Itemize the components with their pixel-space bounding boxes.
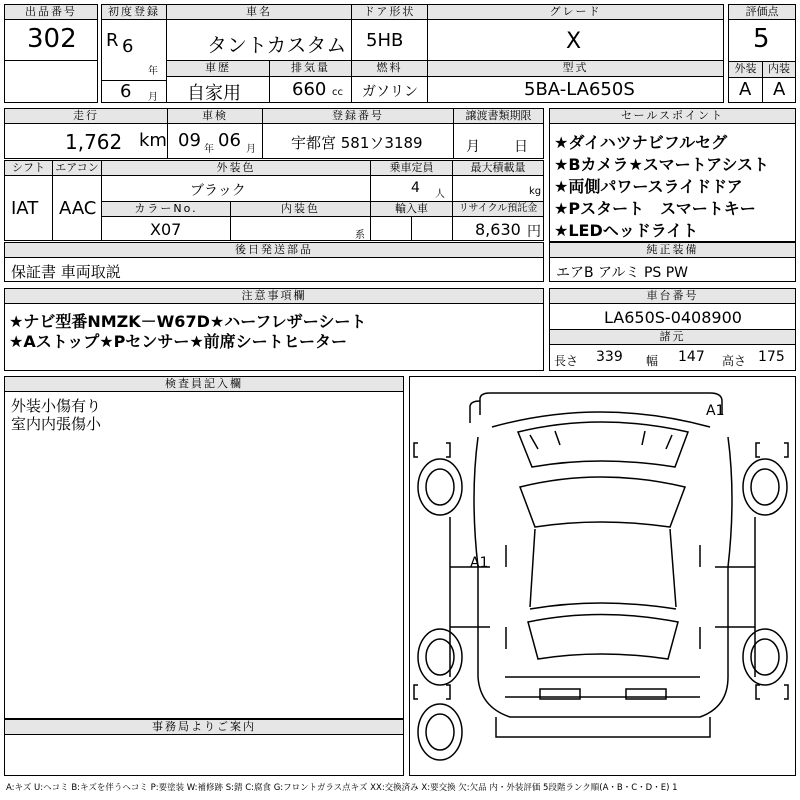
inspection-month-unit: 月 [246, 144, 256, 155]
load-label: 最大積載量 [452, 160, 544, 176]
displacement-cell [269, 76, 352, 103]
color-code: X07 [150, 220, 182, 239]
lot-number: 302 [27, 24, 77, 54]
inspection-month: 06 [218, 130, 241, 151]
aircon-label: エアコン [52, 160, 102, 176]
load-unit: kg [529, 186, 542, 197]
notes-cell [4, 303, 544, 371]
shift-value: IAT [11, 198, 39, 219]
equipment-value: エアB アルミ PS PW [556, 265, 689, 281]
dims-height-label: 高さ [722, 354, 747, 368]
model-label: 型式 [427, 60, 724, 77]
load-cell [452, 175, 544, 202]
first-reg-year: 6 [122, 36, 134, 57]
model-cell [427, 76, 724, 103]
int-score: A [773, 79, 786, 100]
transfer-label: 譲渡書類期限 [453, 108, 544, 124]
later-parts-label: 後日発送部品 [4, 242, 544, 258]
import-cell-1 [370, 216, 412, 241]
grade-label: グレード [427, 4, 724, 20]
mileage-value: 1,762 [65, 130, 123, 154]
recycle-value: 8,630 [475, 220, 521, 239]
notes-line: ★Aストップ★Pセンサー★前席シートヒーター [9, 332, 348, 351]
chassis-value: LA650S-0408900 [604, 308, 742, 327]
inspection-label: 車検 [167, 108, 263, 124]
capacity-value: 4 [411, 180, 420, 196]
fuel-label: 燃料 [351, 60, 428, 77]
mileage-label: 走行 [4, 108, 168, 124]
fuel-value: ガソリン [362, 84, 418, 100]
int-score-cell [762, 77, 796, 103]
sales-points-label: セールスポイント [549, 108, 796, 124]
aircon-cell [52, 175, 102, 241]
inspector-label: 検査員記入欄 [4, 376, 404, 392]
interior-label: 内装色 [230, 201, 371, 217]
sales-point-item: ★LEDヘッドライト [554, 221, 699, 240]
dims-width-label: 幅 [646, 354, 659, 368]
capacity-label: 乗車定員 [370, 160, 453, 176]
damage-mark-a1-front: A1 [706, 403, 725, 419]
office-label: 事務局よりご案内 [4, 719, 404, 735]
score-cell [728, 19, 796, 62]
capacity-unit: 人 [435, 189, 445, 200]
color-cell [101, 175, 371, 202]
transfer-day-unit: 日 [514, 139, 528, 155]
dims-label: 諸元 [549, 329, 796, 345]
lot-blank-cell [4, 60, 98, 103]
chassis-cell [549, 303, 796, 330]
aircon-value: AAC [59, 198, 97, 219]
plate-value: 宇都宮 581ソ3189 [291, 134, 423, 152]
mileage-unit: km [139, 130, 167, 151]
shift-cell [4, 175, 53, 241]
first-reg-label: 初度登録 [101, 4, 167, 20]
inspection-year: 09 [178, 130, 201, 151]
grade-value: X [566, 29, 582, 54]
history-label: 車歴 [166, 60, 270, 77]
sales-point-item: ★ダイハツナビフルセグ [554, 133, 728, 152]
ext-score-cell [728, 77, 763, 103]
dims-width: 147 [678, 349, 705, 365]
recycle-label: リサイクル預託金 [452, 201, 544, 217]
capacity-cell [370, 175, 453, 202]
transfer-month-unit: 月 [466, 139, 480, 155]
inspector-line: 室内内張傷小 [11, 415, 102, 433]
door-label: ドア形状 [351, 4, 428, 20]
dims-height: 175 [758, 349, 785, 365]
fuel-cell [351, 76, 428, 103]
car-name-cell [166, 19, 352, 61]
car-diagram [409, 376, 796, 776]
door-value: 5HB [366, 30, 404, 51]
car-damage-diagram [410, 377, 795, 775]
legend-text: A:キズ U:ヘコミ B:キズを伴うヘコミ P:要塗装 W:補修跡 S:錆 C:腐食 G:フロントガラス点キズ XX:交換済み X:要交換 欠:欠品 内・外装評価 5段階ランク順(A・B・C・D・E) 1 [6, 783, 678, 793]
int-label: 内装 [762, 61, 796, 78]
color-value: ブラック [190, 183, 246, 199]
inspector-line: 外装小傷有り [11, 397, 102, 415]
recycle-unit: 円 [527, 224, 541, 240]
dims-cell [549, 344, 796, 371]
notes-line: ★ナビ型番NMZK－W67D★ハーフレザーシート [9, 312, 367, 331]
interior-suffix: 系 [355, 230, 365, 241]
notes-label: 注意事項欄 [4, 288, 544, 304]
inspection-year-unit: 年 [204, 144, 214, 155]
recycle-cell [452, 216, 544, 241]
grade-cell [427, 19, 724, 61]
first-reg-month-cell [101, 80, 167, 103]
mileage-cell [4, 123, 168, 159]
first-reg-era: R [106, 30, 119, 51]
first-reg-month: 6 [120, 81, 132, 102]
score-value: 5 [753, 24, 770, 54]
later-parts-cell [4, 257, 544, 282]
office-cell [4, 734, 404, 776]
score-label: 評価点 [728, 4, 796, 20]
lot-label: 出品番号 [4, 4, 98, 20]
displacement-unit: cc [332, 87, 343, 98]
door-cell [351, 19, 428, 61]
transfer-cell [453, 123, 544, 159]
chassis-label: 車台番号 [549, 288, 796, 304]
color-code-label: カラーNo. [101, 201, 231, 217]
lot-number-cell [4, 19, 98, 61]
sales-points-list [549, 123, 796, 242]
dims-length-label: 長さ [554, 354, 579, 368]
ext-label: 外装 [728, 61, 763, 78]
import-cell-2 [411, 216, 453, 241]
inspection-cell [167, 123, 263, 159]
displacement-label: 排気量 [269, 60, 352, 77]
plate-label: 登録番号 [262, 108, 454, 124]
color-label: 外装色 [101, 160, 371, 176]
history-value: 自家用 [187, 83, 241, 103]
dims-length: 339 [596, 349, 623, 365]
car-name: タントカスタム [207, 33, 347, 57]
first-reg-month-unit: 月 [148, 92, 158, 103]
history-cell [166, 76, 270, 103]
shift-label: シフト [4, 160, 53, 176]
sales-point-item: ★両側パワースライドドア [554, 177, 743, 196]
color-code-cell [101, 216, 231, 241]
model-value: 5BA-LA650S [524, 79, 635, 100]
import-label: 輸入車 [370, 201, 453, 217]
interior-cell [230, 216, 371, 241]
car-name-label: 車名 [166, 4, 352, 20]
ext-score: A [739, 79, 752, 100]
first-reg-year-unit: 年 [148, 66, 158, 77]
sales-point-item: ★Bカメラ★スマートアシスト [554, 155, 769, 174]
displacement-value: 660 [292, 79, 327, 100]
damage-mark-a1-side: A1 [470, 555, 489, 571]
later-parts-value: 保証書 車両取説 [11, 263, 121, 281]
plate-cell [262, 123, 454, 159]
inspector-cell [4, 391, 404, 719]
equipment-cell [549, 257, 796, 282]
first-reg-cell [101, 19, 167, 81]
equipment-label: 純正装備 [549, 242, 796, 258]
sales-point-item: ★Pスタート スマートキー [554, 199, 756, 218]
